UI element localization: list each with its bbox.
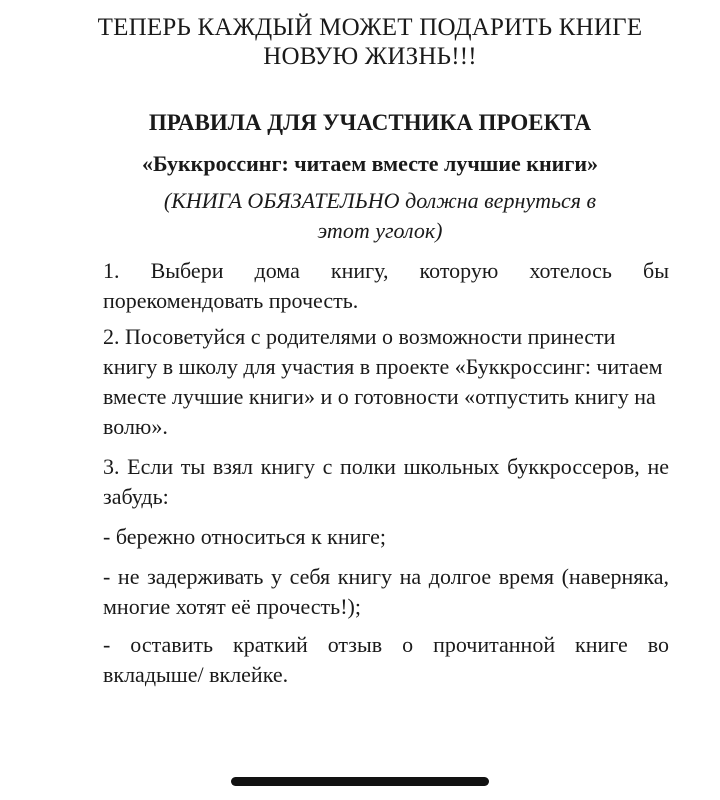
heading-line-1: ТЕПЕРЬ КАЖДЫЙ МОЖЕТ ПОДАРИТЬ КНИГЕ [97,14,643,41]
rule-3-item-3: - оставить краткий отзыв о прочитанной книге во вкладыше/ вклейке. [103,632,669,687]
rule-3-item-2: - не задерживать у себя книгу на долгое время (наверняка, многие хотят её прочесть!); [103,564,669,619]
rule-3-item-1: - бережно относиться к книге; [103,524,386,549]
page-heading [60,13,680,71]
rule-3: 3. Если ты взял книгу с полки школьных буккроссеров, не забудь: [103,454,669,509]
home-indicator-bar[interactable] [231,777,489,786]
heading-line-2: НОВУЮ ЖИЗНЬ!!! [263,43,477,70]
rule-2: 2. Посоветуйся с родителями о возможности принести книгу в школу для участия в проекте «Буккроссинг: читаем вместе лучшие книги» и о готовности «отпустить книгу на волю». [103,324,663,439]
return-note-line-2: этот уголок) [317,218,443,243]
return-note-line-1: (КНИГА ОБЯЗАТЕЛЬНО должна вернуться в [163,188,597,213]
project-name: «Буккроссинг: читаем вместе лучшие книги» [141,151,598,176]
rules-title: ПРАВИЛА ДЛЯ УЧАСТНИКА ПРОЕКТА [148,110,592,135]
return-note [110,186,650,246]
rule-1: 1. Выбери дома книгу, которую хотелось бы порекомендовать прочесть. [103,258,669,313]
